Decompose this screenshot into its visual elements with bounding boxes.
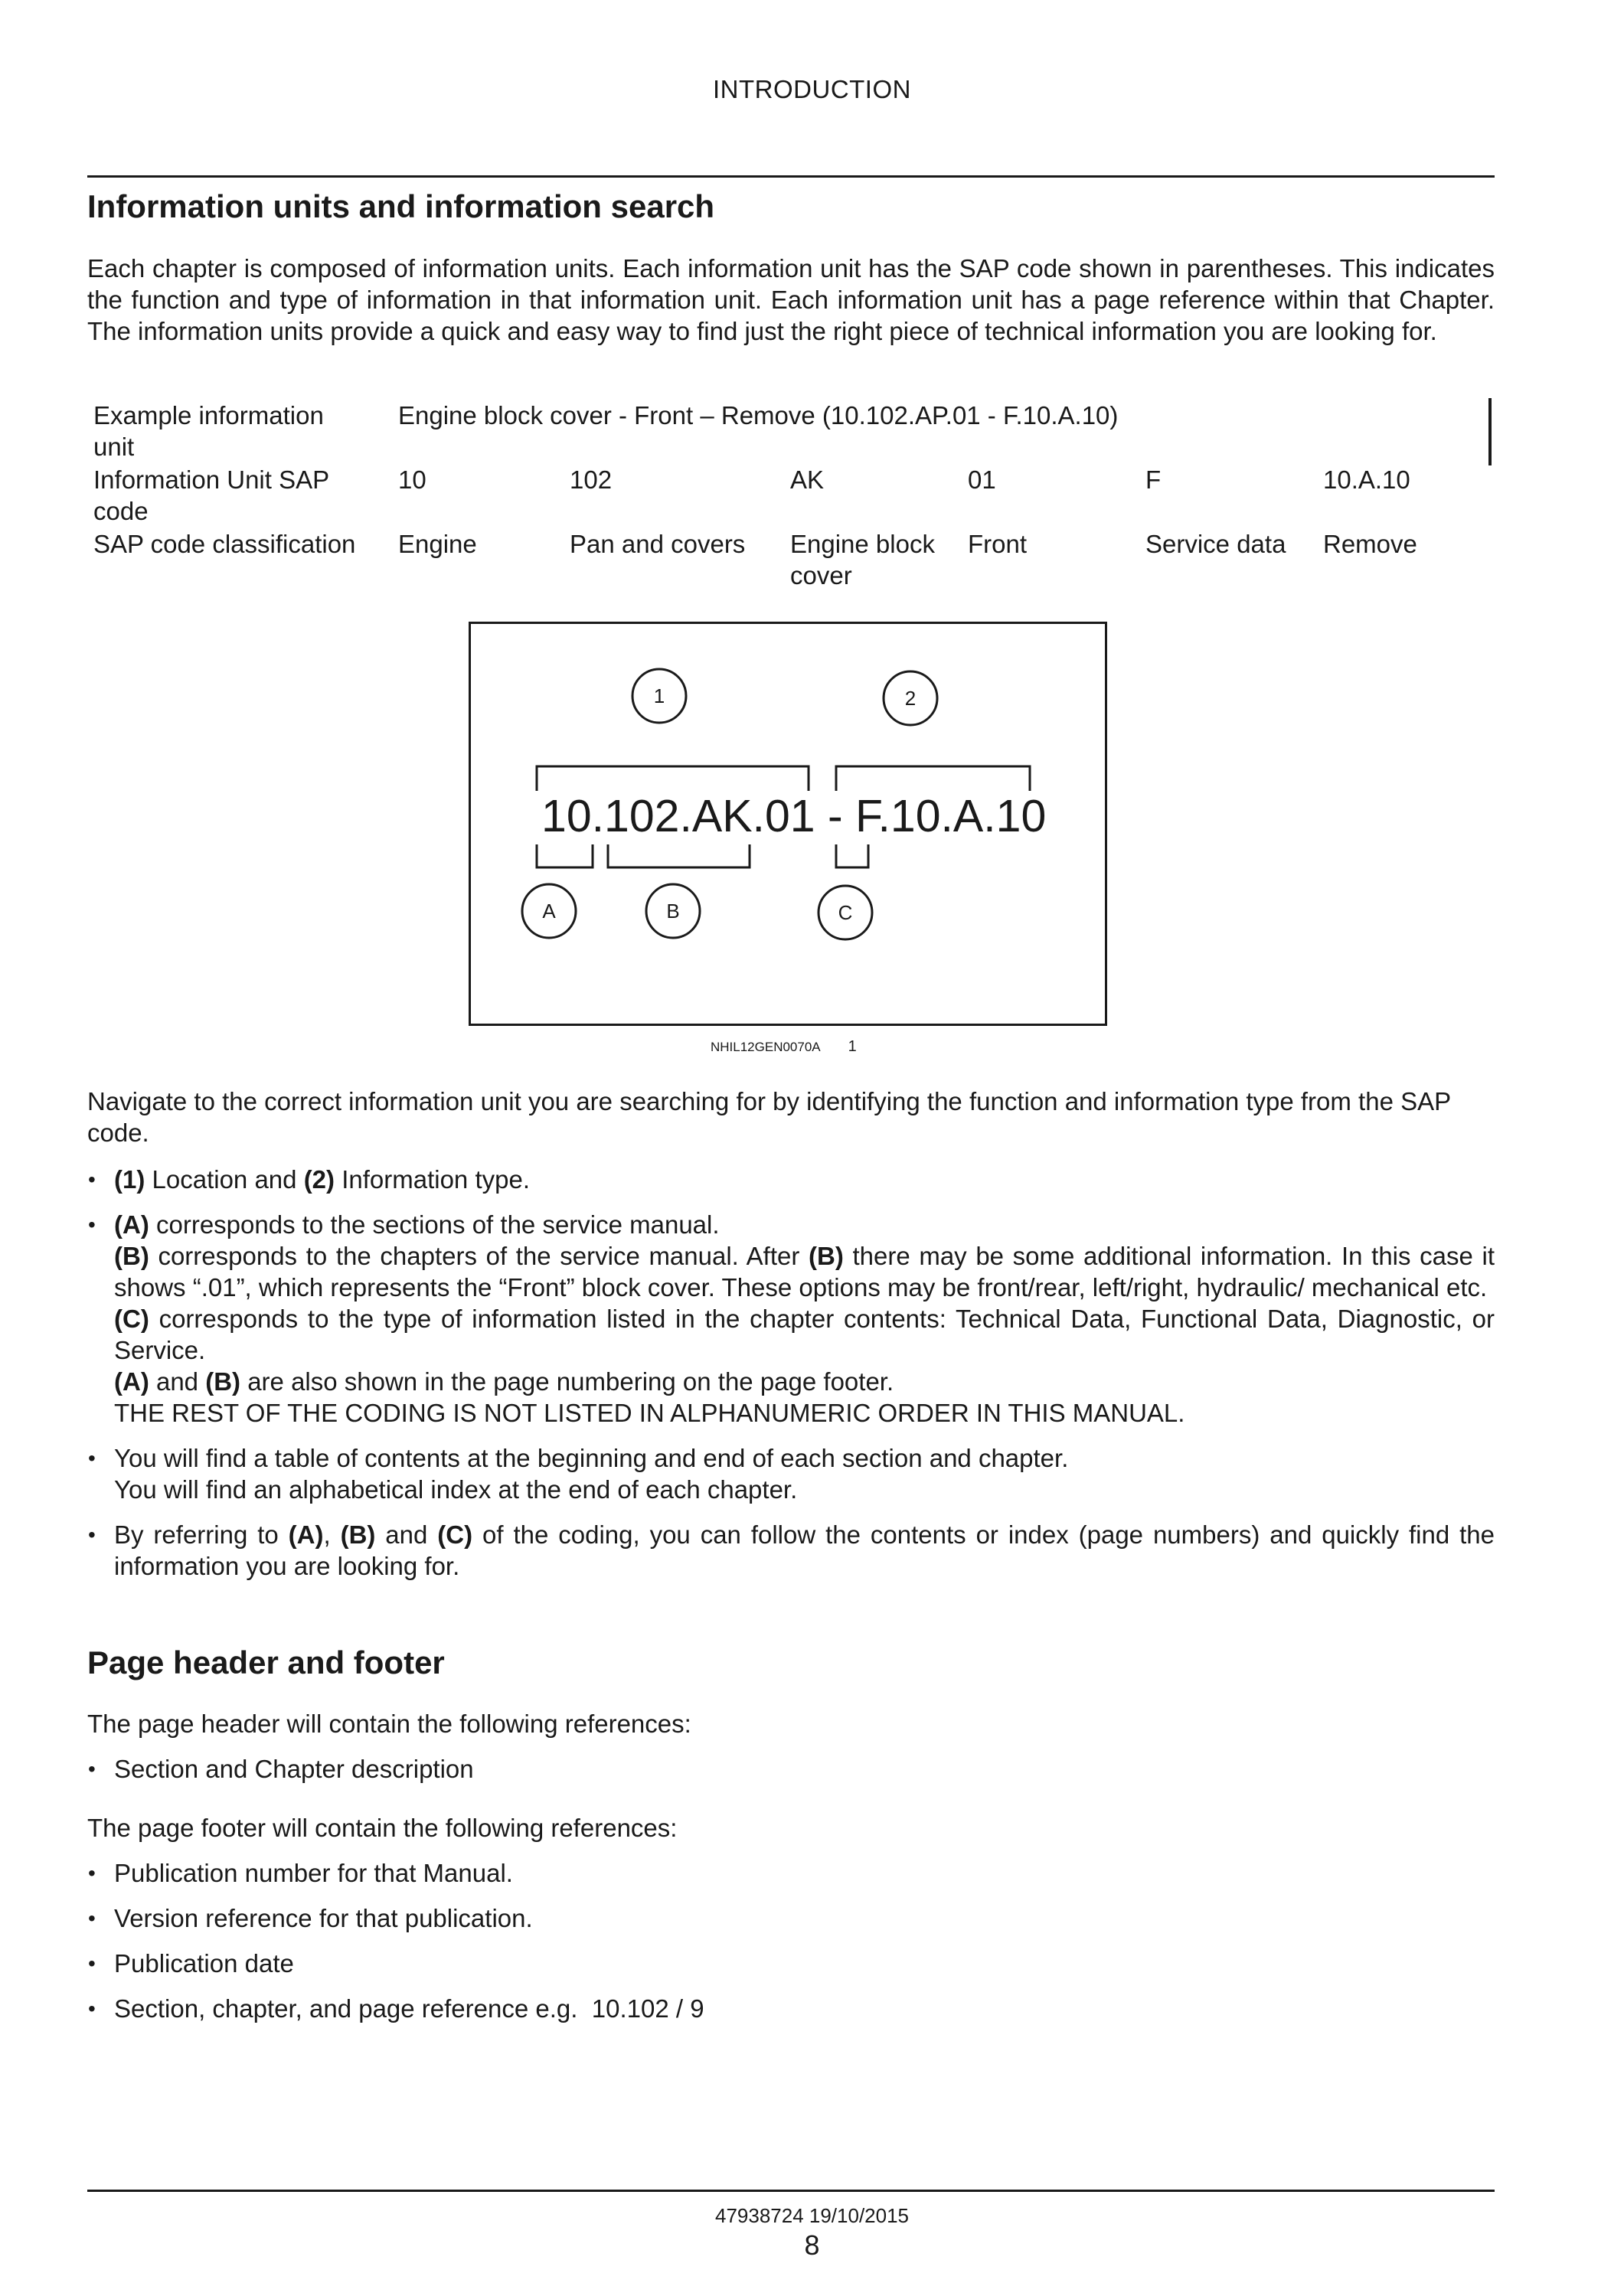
navigate-paragraph <box>87 1086 1495 1148</box>
table-row-label: SAP code classification <box>93 530 356 558</box>
footer-publication: 47938724 19/10/2015 <box>714 2204 910 2227</box>
section-heading-information-units: Information units and information search <box>87 188 715 224</box>
list-item-text: and <box>375 1520 438 1549</box>
list-item: • Publication number for that Manual. <box>87 1857 1495 1889</box>
header-rule <box>87 175 1495 178</box>
footer-page-number: 8 <box>804 2229 820 2261</box>
table-cell: Pan and covers <box>570 530 746 558</box>
bracket-1 <box>537 766 809 791</box>
bracket-2 <box>836 766 1030 791</box>
key-ref: (A) <box>288 1520 324 1549</box>
list-item-text: , <box>323 1520 341 1549</box>
footer-intro-text: The page footer will contain the following references: <box>87 1814 678 1842</box>
key-ref: (C) <box>437 1520 473 1549</box>
list-item-text: corresponds to the type of information listed in the chapter contents: Technical Data, Functional Data, Diagnostic, or Service. <box>114 1305 1495 1364</box>
table-cell: Engine block cover <box>790 530 935 590</box>
key-ref: (B) <box>340 1520 376 1549</box>
table-row <box>87 400 1487 464</box>
table-cell: F <box>1145 465 1162 494</box>
key-ref: (B) <box>809 1242 844 1270</box>
list-item: • Section, chapter, and page reference e.g. 10.102 / 9 <box>87 1993 1495 2024</box>
sap-code-table <box>87 400 1487 593</box>
bracket-b <box>608 844 750 867</box>
table-cell: 01 <box>968 465 996 494</box>
list-item: • Version reference for that publication. <box>87 1902 1495 1934</box>
change-bar <box>1488 398 1492 465</box>
table-cell: Remove <box>1323 530 1417 558</box>
header-reference-list <box>87 1753 1495 1785</box>
table-cell: 10.A.10 <box>1323 465 1410 494</box>
list-item <box>87 1164 1495 1195</box>
table-cell: Front <box>968 530 1028 558</box>
key-ref: (B) <box>205 1367 241 1396</box>
table-cell: AK <box>790 465 825 494</box>
table-cell: Service data <box>1145 530 1286 558</box>
navigate-bullet-list <box>87 1164 1495 1582</box>
page-header-section: INTRODUCTION <box>713 75 911 103</box>
list-item-text: corresponds to the sections of the service manual. <box>149 1210 720 1239</box>
table-cell: 10 <box>398 465 426 494</box>
list-item-text: Location and <box>145 1165 304 1194</box>
list-item: • Publication date <box>87 1948 1495 1979</box>
list-item-text: are also shown in the page numbering on the page footer. <box>240 1367 894 1396</box>
table-row <box>87 528 1487 593</box>
list-item <box>87 1209 1495 1429</box>
table-row <box>87 464 1487 528</box>
footer-intro <box>87 1812 1495 1844</box>
sap-code-figure <box>469 622 1107 1026</box>
figure-caption <box>711 1038 857 1056</box>
header-intro-text: The page header will contain the following references: <box>87 1710 691 1738</box>
footer-rule <box>87 2190 1495 2192</box>
callout-label-c: C <box>838 901 853 924</box>
list-item-text: You will find an alphabetical index at the end of each chapter. <box>114 1475 798 1504</box>
key-ref: (A) <box>114 1367 149 1396</box>
callout-label-2: 2 <box>904 687 917 710</box>
footer-reference-list <box>87 1857 1495 2024</box>
list-item: • Section and Chapter description <box>87 1753 1495 1785</box>
list-item-text: corresponds to the chapters of the service manual. After <box>149 1242 809 1270</box>
key-ref: (B) <box>114 1242 149 1270</box>
list-item-text: THE REST OF THE CODING IS NOT LISTED IN ALPHANUMERIC ORDER IN THIS MANUAL. <box>114 1399 1185 1427</box>
figure-sap-code: 10.102.AK.01 - F.10.A.10 <box>541 791 1047 841</box>
table-cell: 102 <box>570 465 613 494</box>
callout-label-1: 1 <box>653 684 665 707</box>
figure-caption-id: NHIL12GEN0070A <box>711 1040 821 1054</box>
table-row-label: Example information unit <box>93 401 324 461</box>
figure-caption-number: 1 <box>848 1038 857 1055</box>
intro-paragraph <box>87 253 1495 347</box>
header-intro <box>87 1708 1495 1739</box>
list-item-text: Information type. <box>335 1165 530 1194</box>
list-item-text: there may be some additional information. In this case it shows “.01”, which represents the “Front” block cover. These options may be front/rear, left/right, hydraulic/ mechanical etc. <box>114 1242 1495 1302</box>
intro-text: Each chapter is composed of information units. Each information unit has the SAP code shown in parentheses. This indicates the function and type of information in that information unit. Each information unit has a page reference within that Chapter. The information units provide a quick and easy way to find just the right piece of technical information you are looking for. <box>87 254 1495 345</box>
callout-label-b: B <box>666 900 680 923</box>
example-unit-value: Engine block cover - Front – Remove (10.102.AP.01 - F.10.A.10) <box>398 401 1119 429</box>
bracket-c <box>836 844 868 867</box>
list-item-text: By referring to <box>114 1520 289 1549</box>
navigate-text: Navigate to the correct information unit you are searching for by identifying the function and information type from the SAP code. <box>87 1087 1451 1147</box>
list-item-text: • You will find a table of contents at the beginning and end of each section and chapter. <box>114 1444 1069 1472</box>
table-cell: Engine <box>398 530 477 558</box>
list-item <box>87 1442 1495 1505</box>
list-item-text: and <box>149 1367 206 1396</box>
key-ref: (2) <box>303 1165 335 1194</box>
list-item-text: of the coding, you can follow the contents or index (page numbers) and quickly find the information you are looking for. <box>114 1520 1495 1580</box>
key-ref: (C) <box>114 1305 149 1333</box>
list-item <box>87 1519 1495 1582</box>
key-ref: (1) <box>114 1165 145 1194</box>
bracket-a <box>537 844 593 867</box>
section-heading-page-header-footer: Page header and footer <box>87 1644 445 1680</box>
table-row-label: Information Unit SAP code <box>93 465 329 525</box>
callout-label-a: A <box>542 900 556 923</box>
key-ref: (A) <box>114 1210 149 1239</box>
